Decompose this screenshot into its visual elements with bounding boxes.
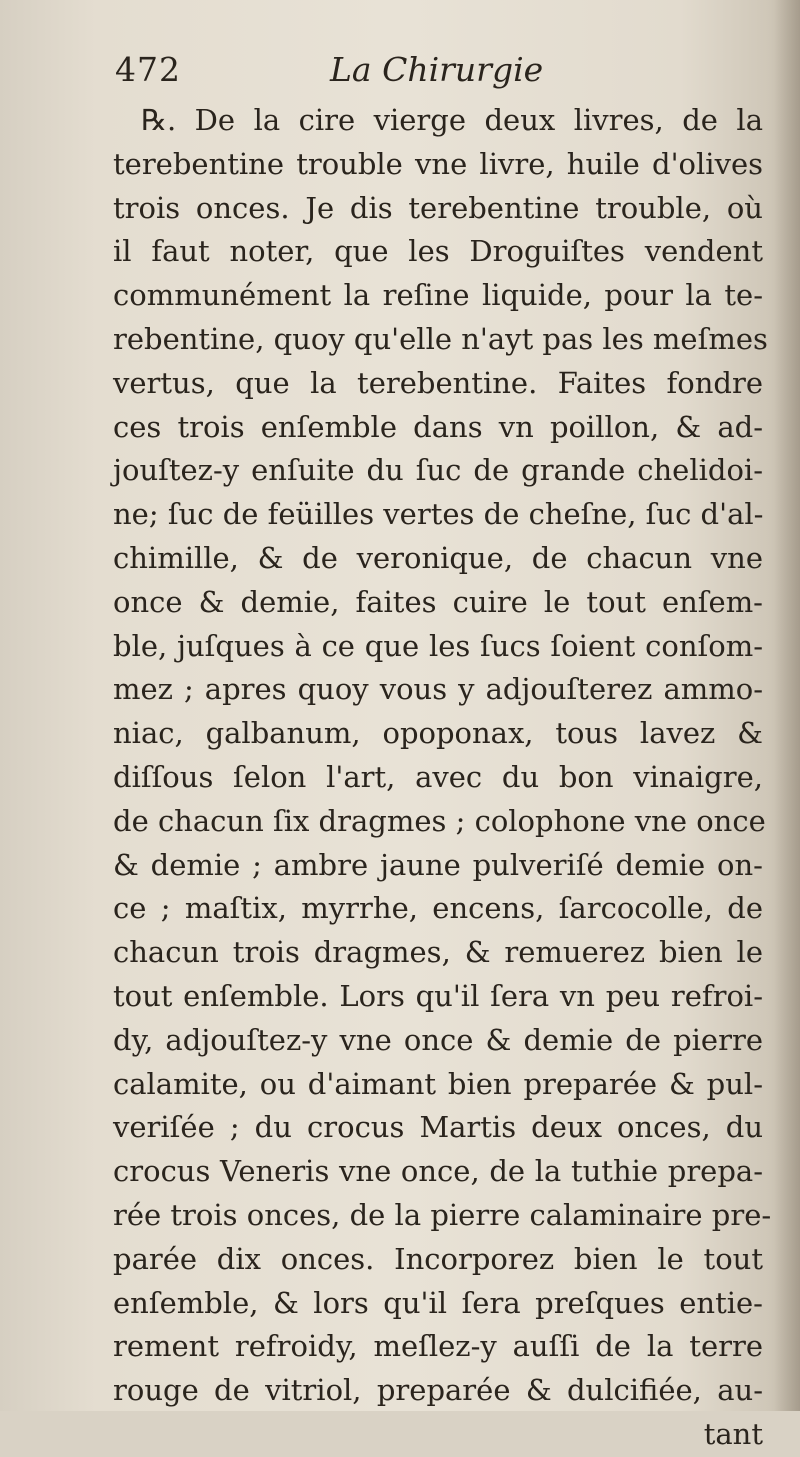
text-line: vertus, que la terebentine. Faites fondre (113, 365, 763, 400)
text-line: rebentine, quoy qu'elle n'ayt pas les meſmes (113, 321, 768, 356)
running-title: La Chirurgie (330, 50, 544, 89)
text-line: once & demie, faites cuire le tout enſem- (113, 584, 763, 619)
text-line: tout enſemble. Lors qu'il ſera vn peu refroi- (113, 978, 763, 1013)
text-line: de chacun ſix dragmes ; colophone vne once (113, 803, 766, 838)
text-line: rée trois onces, de la pierre calaminaire pre- (113, 1197, 772, 1232)
text-line: calamite, ou d'aimant bien preparée & pul- (113, 1066, 763, 1101)
text-line: trois onces. Je dis terebentine trouble, où (113, 190, 763, 225)
text-line: il faut noter, que les Droguiſtes vendent (113, 234, 763, 269)
text-line: enſemble, & lors qu'il ſera preſques entie- (113, 1285, 763, 1320)
text-line: chacun trois dragmes, & remuerez bien le (113, 935, 763, 970)
text-line: crocus Veneris vne once, de la tuthie prepa- (113, 1154, 763, 1189)
body-text (113, 99, 772, 1457)
text-line: mez ; apres quoy vous y adjouſterez ammo- (113, 672, 763, 707)
text-line: chimille, & de veronique, de chacun vne (113, 540, 763, 575)
text-line: ne; ſuc de feüilles vertes de cheſne, ſuc d'al- (113, 497, 764, 532)
text-line: parée dix onces. Incorporez bien le tout (113, 1241, 763, 1276)
text-line: ℞. De la cire vierge deux livres, de la (141, 103, 763, 137)
page-header (115, 50, 675, 100)
text-line: rement refroidy, meſlez-y auſſi de la terre (113, 1329, 763, 1364)
text-line: ce ; maſtix, myrrhe, encens, ſarcocolle, de (113, 891, 763, 926)
text-line: ble, juſques à ce que les ſucs ſoient conſom- (113, 628, 763, 663)
text-line: rouge de vitriol, preparée & dulcifiée, au- (113, 1373, 763, 1408)
page-number: 472 (115, 50, 181, 89)
text-line: terebentine trouble vne livre, huile d'olives (113, 146, 763, 181)
text-line: communément la reſine liquide, pour la te- (113, 278, 763, 313)
text-line: ces trois enſemble dans vn poillon, & ad- (113, 409, 763, 444)
text-line: diſſous ſelon l'art, avec du bon vinaigre, (113, 759, 763, 794)
text-line: dy, adjouſtez-y vne once & demie de pierre (113, 1022, 763, 1057)
catchword: tant (703, 1416, 763, 1451)
text-line: jouſtez-y enſuite du ſuc de grande chelidoi- (113, 453, 763, 488)
text-line: & demie ; ambre jaune pulveriſé demie on- (113, 847, 763, 882)
text-line: niac, galbanum, opoponax, tous lavez & (113, 716, 763, 751)
text-line: veriſée ; du crocus Martis deux onces, du (113, 1110, 763, 1145)
